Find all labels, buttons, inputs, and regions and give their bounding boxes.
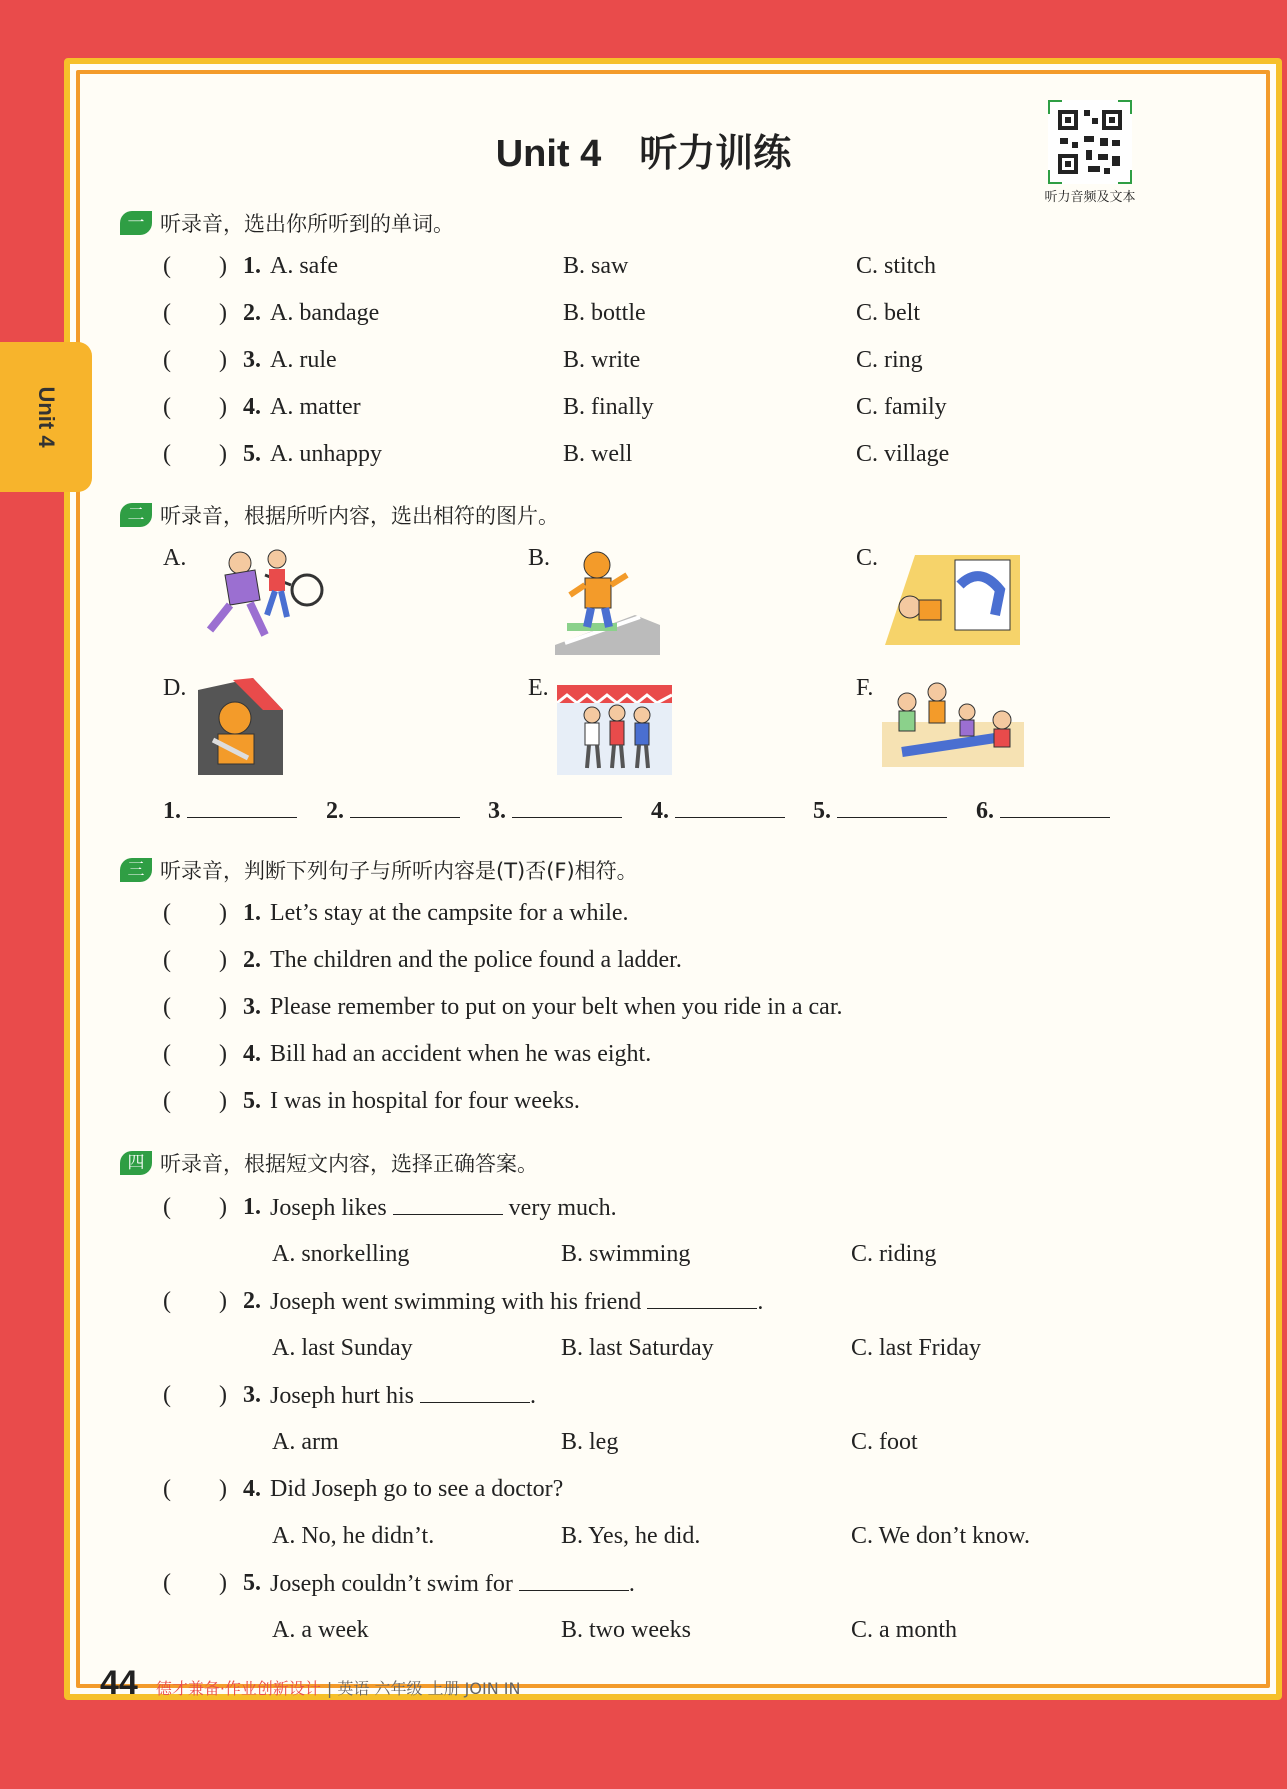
- option-c: C. last Friday: [851, 1335, 981, 1361]
- option-b: B. saw: [563, 253, 629, 279]
- qr-caption: 听力音频及文本: [1044, 190, 1136, 205]
- answer-slot: [326, 797, 460, 825]
- question-number: 5.: [243, 1570, 261, 1596]
- statement-text: The children and the police found a ladder.: [270, 947, 682, 973]
- fill-blank[interactable]: [647, 1288, 757, 1309]
- picture-c-window-fall-icon: [885, 555, 1020, 645]
- answer-bracket[interactable]: ( ): [163, 1194, 227, 1220]
- answer-bracket[interactable]: ( ): [163, 300, 227, 326]
- question-number: 3.: [243, 347, 261, 373]
- option-b: B. last Saturday: [561, 1335, 714, 1361]
- option-b: B. write: [563, 347, 641, 373]
- answer-number: 6.: [976, 798, 994, 824]
- option-c: C. riding: [851, 1241, 937, 1267]
- option-a: A. unhappy: [270, 441, 382, 467]
- question-number: 1.: [243, 1194, 261, 1220]
- section3-heading-text: 听录音，判断下列句子与所听内容是(T)否(F)相符。: [160, 859, 638, 883]
- page-title: Unit 4 听力训练: [495, 133, 792, 175]
- answer-bracket[interactable]: ( ): [163, 994, 227, 1020]
- question-number: 1.: [243, 900, 261, 926]
- picture-label-b: B.: [528, 545, 551, 571]
- answer-slot: [976, 797, 1110, 825]
- section4-heading-text: 听录音，根据短文内容，选择正确答案。: [160, 1152, 538, 1176]
- answer-slot: [163, 797, 297, 825]
- fill-blank[interactable]: [519, 1570, 629, 1591]
- option-c: C. belt: [856, 300, 920, 326]
- section1-badge: 一: [120, 211, 152, 235]
- option-c: C. foot: [851, 1429, 918, 1455]
- answer-bracket[interactable]: ( ): [163, 253, 227, 279]
- option-a: A. matter: [270, 394, 361, 420]
- picture-e-children-street-icon: [557, 680, 672, 775]
- answer-bracket[interactable]: ( ): [163, 347, 227, 373]
- answer-blank[interactable]: [675, 797, 785, 818]
- section1-heading: [120, 208, 454, 238]
- statement-text: I was in hospital for four weeks.: [270, 1088, 580, 1114]
- section3-heading: [120, 855, 638, 885]
- statement-text: Bill had an accident when he was eight.: [270, 1041, 652, 1067]
- option-c: C. ring: [856, 347, 923, 373]
- answer-blank[interactable]: [512, 797, 622, 818]
- answer-bracket[interactable]: ( ): [163, 900, 227, 926]
- answer-slot: [488, 797, 622, 825]
- picture-label-a: A.: [163, 545, 187, 571]
- picture-label-f: F.: [856, 675, 874, 701]
- question-tail: very much.: [508, 1195, 617, 1221]
- option-c: C. a month: [851, 1617, 957, 1643]
- statement-text: Please remember to put on your belt when you ride in a car.: [270, 994, 843, 1020]
- option-a: A. snorkelling: [272, 1241, 410, 1267]
- unit-tab: [0, 342, 92, 492]
- option-b: B. Yes, he did.: [561, 1523, 701, 1549]
- question-number: 5.: [243, 441, 261, 467]
- answer-bracket[interactable]: ( ): [163, 441, 227, 467]
- answer-number: 3.: [488, 798, 506, 824]
- section2-badge: 二: [120, 503, 152, 527]
- question-number: 5.: [243, 1088, 261, 1114]
- question-tail: .: [757, 1289, 764, 1315]
- picture-a-bike-accident-icon: [195, 545, 335, 640]
- question-number: 2.: [243, 947, 261, 973]
- fill-blank[interactable]: [393, 1194, 503, 1215]
- footer-book-info: | 英语 六年级 上册 JOIN IN: [326, 1679, 521, 1698]
- answer-bracket[interactable]: ( ): [163, 1382, 227, 1408]
- picture-label-c: C.: [856, 545, 879, 571]
- answer-blank[interactable]: [837, 797, 947, 818]
- question-number: 3.: [243, 1382, 261, 1408]
- question-stem: Joseph went swimming with his friend: [270, 1289, 642, 1315]
- question-text: [270, 1194, 617, 1222]
- section2-heading: [120, 500, 559, 530]
- option-a: A. a week: [272, 1617, 369, 1643]
- answer-bracket[interactable]: ( ): [163, 1288, 227, 1314]
- option-a: A. bandage: [270, 300, 380, 326]
- answer-bracket[interactable]: ( ): [163, 1570, 227, 1596]
- answer-number: 4.: [651, 798, 669, 824]
- option-a: A. safe: [270, 253, 338, 279]
- section2-heading-text: 听录音，根据所听内容，选出相符的图片。: [160, 504, 559, 528]
- unit-tab-label: Unit 4: [34, 386, 59, 448]
- answer-slot: [651, 797, 785, 825]
- option-b: B. swimming: [561, 1241, 691, 1267]
- question-number: 3.: [243, 994, 261, 1020]
- section4-heading: [120, 1148, 538, 1178]
- option-c: C. village: [856, 441, 950, 467]
- option-c: C. stitch: [856, 253, 937, 279]
- answer-slot: [813, 797, 947, 825]
- question-stem: Did Joseph go to see a doctor?: [270, 1476, 564, 1502]
- question-stem: Joseph hurt his: [270, 1383, 414, 1409]
- question-number: 1.: [243, 253, 261, 279]
- answer-blank[interactable]: [1000, 797, 1110, 818]
- option-a: A. last Sunday: [272, 1335, 413, 1361]
- question-text: [270, 1382, 536, 1410]
- question-stem: Joseph likes: [270, 1195, 387, 1221]
- picture-label-e: E.: [528, 675, 549, 701]
- option-b: B. well: [563, 441, 633, 467]
- picture-label-d: D.: [163, 675, 187, 701]
- option-c: C. We don’t know.: [851, 1523, 1030, 1549]
- question-text: [270, 1570, 635, 1598]
- answer-bracket[interactable]: ( ): [163, 394, 227, 420]
- option-c: C. family: [856, 394, 947, 420]
- answer-bracket[interactable]: ( ): [163, 1088, 227, 1114]
- section1-heading-text: 听录音，选出你所听到的单词。: [160, 212, 454, 236]
- question-text: [270, 1476, 563, 1503]
- option-a: A. No, he didn’t.: [272, 1523, 435, 1549]
- option-b: B. two weeks: [561, 1617, 691, 1643]
- question-number: 4.: [243, 1476, 261, 1502]
- option-b: B. finally: [563, 394, 654, 420]
- fill-blank[interactable]: [420, 1382, 530, 1403]
- qr-code-icon: [1048, 100, 1132, 184]
- answer-number: 5.: [813, 798, 831, 824]
- page-number: 44: [100, 1664, 138, 1702]
- answer-bracket[interactable]: ( ): [163, 947, 227, 973]
- answer-number: 2.: [326, 798, 344, 824]
- question-number: 4.: [243, 394, 261, 420]
- question-tail: .: [530, 1383, 536, 1409]
- question-number: 2.: [243, 300, 261, 326]
- footer-brand: 德才兼备·作业创新设计: [155, 1679, 321, 1698]
- answer-number: 1.: [163, 798, 181, 824]
- option-a: A. rule: [270, 347, 337, 373]
- picture-f-beach-scene-icon: [882, 682, 1024, 767]
- answer-blank[interactable]: [187, 797, 297, 818]
- section3-badge: 三: [120, 858, 152, 882]
- question-number: 2.: [243, 1288, 261, 1314]
- question-stem: Joseph couldn’t swim for: [270, 1571, 513, 1597]
- picture-b-tiger-crossing-icon: [555, 545, 660, 655]
- picture-d-tiger-in-car-icon: [193, 670, 288, 775]
- answer-blank[interactable]: [350, 797, 460, 818]
- page-footer: [100, 1664, 520, 1703]
- question-tail: .: [628, 1571, 635, 1597]
- answer-bracket[interactable]: ( ): [163, 1476, 227, 1502]
- option-b: B. leg: [561, 1429, 619, 1455]
- section4-badge: 四: [120, 1151, 152, 1175]
- option-a: A. arm: [272, 1429, 339, 1455]
- question-number: 4.: [243, 1041, 261, 1067]
- question-text: [270, 1288, 763, 1316]
- statement-text: Let’s stay at the campsite for a while.: [270, 900, 629, 926]
- answer-bracket[interactable]: ( ): [163, 1041, 227, 1067]
- option-b: B. bottle: [563, 300, 646, 326]
